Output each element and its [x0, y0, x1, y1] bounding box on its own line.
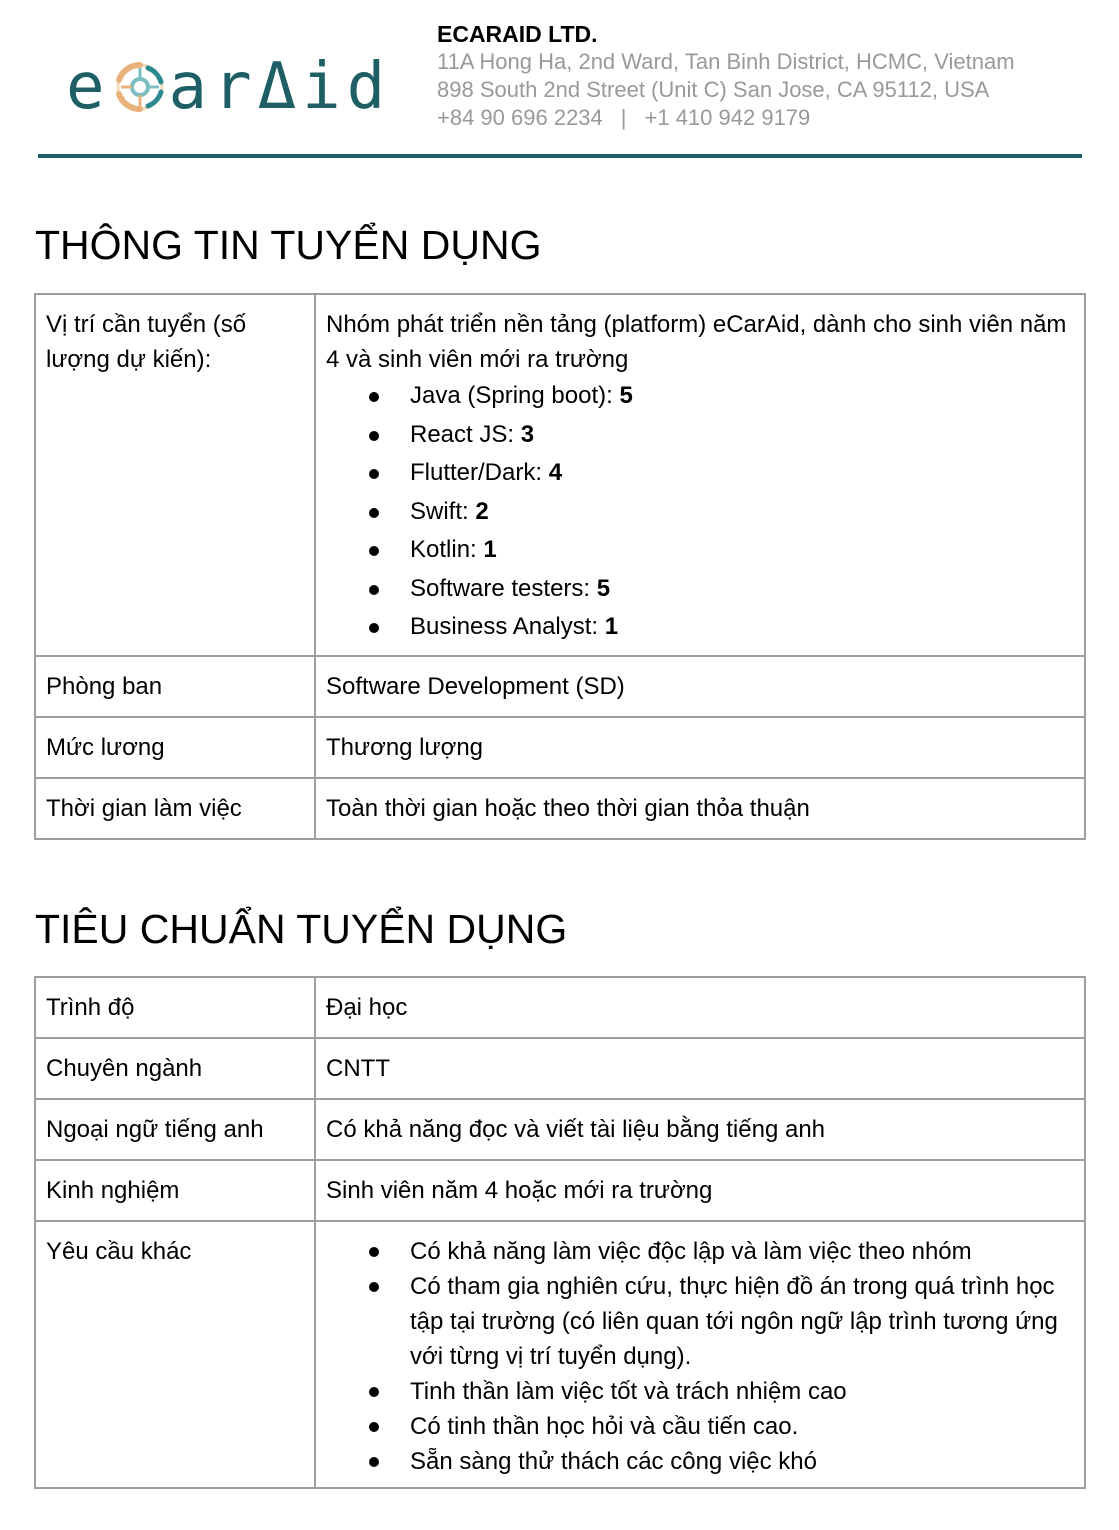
- company-name: ECARAID LTD.: [437, 21, 598, 47]
- table-row: [35, 1160, 1085, 1221]
- table-row: [35, 1099, 1085, 1160]
- company-phones: [437, 104, 1015, 132]
- phone-us: +1 410 942 9179: [644, 105, 811, 130]
- list-item: Business Analyst: 1: [410, 608, 1072, 647]
- department-label: Phòng ban: [35, 656, 315, 717]
- phone-separator: |: [620, 105, 627, 130]
- requirements-table: [34, 976, 1086, 1489]
- education-value: Đại học: [315, 977, 1085, 1038]
- header-divider: [38, 154, 1082, 158]
- list-item: Có khả năng làm việc độc lập và làm việc theo nhóm: [410, 1234, 1072, 1269]
- table-row: [35, 977, 1085, 1038]
- positions-label: Vị trí cần tuyển (số lượng dự kiến):: [35, 294, 315, 656]
- section-title-requirements: TIÊU CHUẨN TUYỂN DỤNG: [35, 906, 568, 952]
- list-item: Software testers: 5: [410, 570, 1072, 609]
- section-title-job-info: THÔNG TIN TUYỂN DỤNG: [35, 222, 542, 268]
- experience-value: Sinh viên năm 4 hoặc mới ra trường: [315, 1160, 1085, 1221]
- table-row: [35, 717, 1085, 778]
- salary-label: Mức lương: [35, 717, 315, 778]
- other-requirements-value: [315, 1221, 1085, 1488]
- major-value: CNTT: [315, 1038, 1085, 1099]
- list-item: Sẵn sàng thử thách các công việc khó: [410, 1444, 1072, 1479]
- company-logo: [66, 52, 391, 122]
- english-label: Ngoại ngữ tiếng anh: [35, 1099, 315, 1160]
- table-row: [35, 1221, 1085, 1488]
- job-info-table: [34, 293, 1086, 840]
- table-row: [35, 656, 1085, 717]
- positions-value: [315, 294, 1085, 656]
- list-item: React JS: 3: [410, 416, 1072, 455]
- other-requirements-list: [326, 1234, 1072, 1479]
- other-requirements-label: Yêu cầu khác: [35, 1221, 315, 1488]
- list-item: Tinh thần làm việc tốt và trách nhiệm cao: [410, 1374, 1072, 1409]
- education-label: Trình độ: [35, 977, 315, 1038]
- table-row: [35, 294, 1085, 656]
- logo-wordmark: [66, 50, 392, 124]
- list-item: Có tinh thần học hỏi và cầu tiến cao.: [410, 1409, 1072, 1444]
- table-row: [35, 1038, 1085, 1099]
- company-address-us: 898 South 2nd Street (Unit C) San Jose, CA 95112, USA: [437, 77, 990, 102]
- list-item: Java (Spring boot): 5: [410, 377, 1072, 416]
- major-label: Chuyên ngành: [35, 1038, 315, 1099]
- phone-vn: +84 90 696 2234: [437, 105, 603, 130]
- experience-label: Kinh nghiệm: [35, 1160, 315, 1221]
- english-value: Có khả năng đọc và viết tài liệu bằng tiếng anh: [315, 1099, 1085, 1160]
- company-info: [437, 20, 1015, 132]
- working-time-label: Thời gian làm việc: [35, 778, 315, 839]
- table-row: [35, 778, 1085, 839]
- positions-list: [326, 377, 1072, 647]
- logo-letter-a: Δ: [257, 50, 303, 124]
- list-item: Flutter/Dark: 4: [410, 454, 1072, 493]
- logo-wheel-icon: [113, 60, 167, 114]
- logo-letters-id: id: [302, 50, 392, 124]
- list-item: Có tham gia nghiên cứu, thực hiện đồ án trong quá trình học tập tại trường (có liên quan tới ngôn ngữ lập trình tương ứng với từng vị trí tuyển dụng).: [410, 1269, 1072, 1374]
- department-value: Software Development (SD): [315, 656, 1085, 717]
- positions-intro: Nhóm phát triển nền tảng (platform) eCarAid, dành cho sinh viên năm 4 và sinh viên mới ra trường: [326, 311, 1067, 373]
- working-time-value: Toàn thời gian hoặc theo thời gian thỏa thuận: [315, 778, 1085, 839]
- logo-letters-ar: ar: [168, 50, 258, 124]
- company-address-vn: 11A Hong Ha, 2nd Ward, Tan Binh District, HCMC, Vietnam: [437, 49, 1015, 74]
- list-item: Kotlin: 1: [410, 531, 1072, 570]
- salary-value: Thương lượng: [315, 717, 1085, 778]
- logo-letter-e: e: [66, 50, 111, 124]
- list-item: Swift: 2: [410, 493, 1072, 532]
